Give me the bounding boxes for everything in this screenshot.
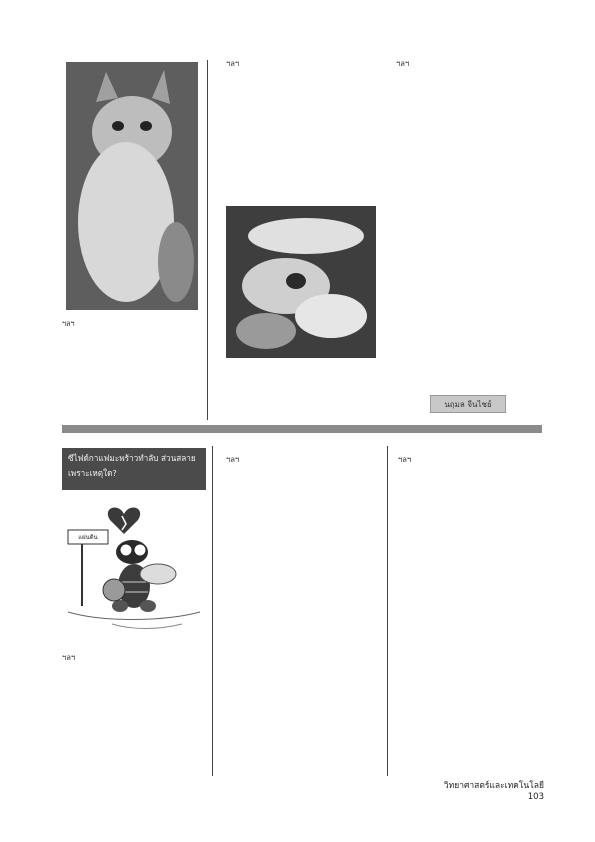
photo-kittens-sleeping [226, 206, 376, 358]
article-headline: ซีไฟด์กาแฟมะพร้าวทำลับ ส่วนสลาย เพราะเหตุใด? [62, 448, 206, 490]
top-left-caption: ฯลฯ [62, 319, 75, 328]
bottom-left-text: ฯลฯ [62, 653, 76, 662]
footer [440, 778, 544, 802]
illustration-fly-cartoon [62, 494, 206, 646]
bottom-right-text: ฯลฯ [398, 455, 412, 464]
column-divider-3 [387, 446, 388, 776]
illustration-sign-label: แผ่นดิน [78, 534, 98, 541]
section-separator [62, 425, 542, 433]
photo-kittens [66, 62, 198, 310]
column-divider [207, 60, 208, 420]
bottom-middle-text: ฯลฯ [226, 455, 240, 464]
magazine-name: วิทยาศาสตร์และเทคโนโลยี [443, 781, 544, 791]
top-middle-text: ฯลฯ [226, 59, 240, 68]
author-byline: นฤมล จีนไชย์ [430, 395, 506, 413]
page-number: 103 [527, 792, 544, 802]
top-right-text: ฯลฯ [396, 59, 410, 68]
column-divider-2 [212, 446, 213, 776]
